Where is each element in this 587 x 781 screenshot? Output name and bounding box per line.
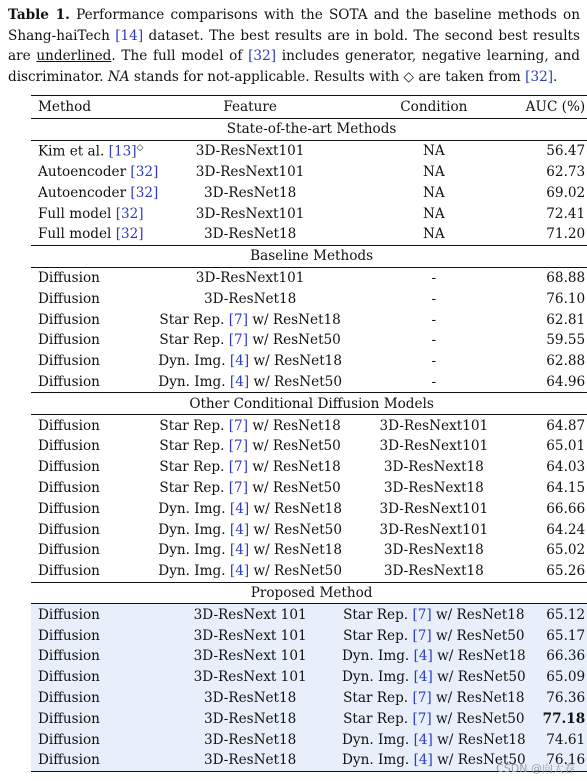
condition-cell: NA [422, 226, 445, 243]
condition-cell: 3D-ResNext18 [383, 542, 484, 559]
method-cell: Diffusion [31, 708, 158, 729]
citation-link[interactable]: [7] [412, 606, 432, 623]
method-cell: Diffusion [31, 646, 158, 667]
section-header-row [31, 119, 587, 141]
section-title: Proposed Method [250, 584, 373, 601]
method-cell: Diffusion [38, 542, 100, 559]
feature-cell: 3D-ResNet18 [203, 184, 297, 201]
citation-link[interactable]: [13] [108, 143, 137, 160]
cell-text: w/ ResNet50 [249, 373, 342, 390]
condition-cell: NA [422, 163, 445, 180]
method-cell: Diffusion [31, 688, 158, 709]
method-cell: Diffusion [31, 667, 158, 688]
cell-text: Dyn. Img. [158, 563, 230, 580]
method-cell: Diffusion [31, 729, 158, 750]
condition-cell [342, 667, 526, 688]
citation-link[interactable]: [32] [115, 226, 144, 243]
caption-text-2: dataset. The best results are in bold. The second best results are [8, 27, 580, 64]
citation-link[interactable]: [4] [229, 563, 250, 580]
citation-link[interactable]: [4] [229, 500, 250, 517]
condition-cell: - [431, 290, 437, 307]
auc-cell: 62.88 [546, 353, 586, 370]
table-row [31, 330, 587, 351]
citation-link[interactable]: [4] [413, 752, 433, 769]
cell-text: w/ ResNet50 [248, 438, 341, 455]
auc-cell: 69.02 [546, 184, 586, 201]
cell-text: Star Rep. [159, 459, 229, 476]
feature-cell: 3D-ResNet18 [203, 226, 297, 243]
feature-cell: 3D-ResNet18 [158, 729, 342, 750]
feature-cell [158, 561, 342, 582]
condition-cell: NA [422, 184, 445, 201]
condition-cell: NA [422, 143, 445, 160]
table-row [31, 436, 587, 457]
citation-link[interactable]: [7] [228, 438, 249, 455]
auc-cell: 65.01 [546, 438, 586, 455]
condition-cell: 3D-ResNext101 [379, 500, 489, 517]
cell-text: w/ ResNet50 [431, 710, 525, 727]
table-row [31, 415, 587, 436]
auc-cell: 59.55 [546, 332, 586, 349]
condition-cell: - [431, 353, 437, 370]
citation-link[interactable]: [7] [412, 710, 432, 727]
method-cell: Diffusion [38, 353, 100, 370]
table-row [31, 457, 587, 478]
table-row [31, 203, 587, 224]
citation-link[interactable]: [32] [248, 48, 277, 64]
method-cell [31, 162, 158, 183]
feature-cell: 3D-ResNext 101 [158, 646, 342, 667]
table-row [31, 667, 587, 688]
source-marker: ◇ [136, 142, 144, 153]
citation-link[interactable]: [32] [130, 184, 159, 201]
feature-cell: 3D-ResNext101 [195, 163, 305, 180]
cell-text: w/ ResNet50 [249, 521, 342, 538]
section-header-row [31, 582, 587, 604]
citation-link[interactable]: [32] [525, 68, 554, 85]
condition-cell: 3D-ResNext18 [383, 459, 484, 476]
table-row [31, 646, 587, 667]
cell-text: w/ ResNet50 [432, 669, 526, 686]
table-row [31, 519, 587, 540]
auc-cell: 76.16 [526, 750, 587, 771]
auc-cell: 64.24 [546, 521, 586, 538]
method-cell [31, 182, 158, 203]
cell-text: Full model [38, 205, 116, 222]
citation-link[interactable]: [14] [115, 27, 144, 44]
condition-cell: - [431, 373, 437, 390]
caption-text-5: stands for not-applicable. Results with ◇ are taken from [129, 68, 526, 85]
citation-link[interactable]: [4] [229, 542, 250, 559]
cell-text: w/ ResNet18 [248, 459, 341, 476]
table-row [31, 224, 587, 245]
condition-cell [342, 604, 526, 625]
auc-cell: 71.20 [546, 226, 586, 243]
method-cell: Diffusion [38, 479, 100, 496]
auc-cell: 65.26 [546, 563, 586, 580]
auc-cell: 56.47 [546, 143, 586, 160]
citation-link[interactable]: [4] [413, 648, 433, 665]
section-header-row [31, 393, 587, 415]
method-cell: Diffusion [31, 625, 158, 646]
cell-text: w/ ResNet18 [431, 689, 525, 706]
feature-cell: 3D-ResNext101 [195, 269, 305, 286]
table-row [31, 288, 587, 309]
citation-link[interactable]: [32] [130, 163, 159, 180]
cell-text: w/ ResNet18 [432, 648, 526, 665]
feature-cell: 3D-ResNet18 [158, 708, 342, 729]
cell-text: w/ ResNet50 [249, 563, 342, 580]
cell-text: w/ ResNet50 [432, 752, 526, 769]
header-row [31, 96, 587, 119]
table-row [31, 182, 587, 203]
feature-cell [158, 519, 342, 540]
table-row [31, 540, 587, 561]
table-row [31, 372, 587, 393]
condition-cell: 3D-ResNext101 [379, 521, 489, 538]
feature-cell: 3D-ResNet18 [158, 750, 342, 771]
section-header-row [31, 245, 587, 267]
auc-cell-best: 77.18 [526, 708, 587, 729]
method-cell: Diffusion [38, 269, 100, 286]
results-table [31, 95, 587, 772]
caption-text-4: includes generator, negative learning, and discriminator. [8, 48, 580, 85]
table-row [31, 729, 587, 750]
condition-cell: 3D-ResNext101 [379, 438, 489, 455]
feature-cell [158, 309, 342, 330]
table-row [31, 688, 587, 709]
table-row [31, 498, 587, 519]
section-title: Baseline Methods [250, 248, 374, 265]
condition-cell [342, 708, 526, 729]
feature-cell: 3D-ResNext101 [195, 205, 305, 222]
auc-cell: 76.10 [546, 290, 586, 307]
cell-text: w/ ResNet18 [431, 606, 525, 623]
auc-cell: 64.03 [546, 459, 586, 476]
feature-cell [158, 498, 342, 519]
caption-na: NA [107, 68, 130, 85]
cell-text: w/ ResNet50 [248, 479, 341, 496]
auc-cell: 68.88 [546, 269, 586, 286]
cell-text: Star Rep. [159, 438, 229, 455]
caption-label: Table 1. [8, 7, 70, 23]
cell-text: Kim et al. [38, 143, 109, 160]
cell-text: w/ ResNet18 [432, 731, 526, 748]
auc-cell: 72.41 [546, 205, 586, 222]
citation-link[interactable]: [32] [115, 205, 144, 222]
cell-text: Dyn. Img. [341, 731, 414, 748]
auc-cell: 74.61 [526, 729, 587, 750]
auc-cell: 76.36 [526, 688, 587, 709]
citation-link[interactable]: [4] [229, 521, 250, 538]
cell-text: Dyn. Img. [158, 373, 230, 390]
method-cell: Diffusion [38, 563, 100, 580]
feature-cell [158, 540, 342, 561]
method-cell: Diffusion [38, 373, 100, 390]
cell-text: Dyn. Img. [341, 669, 414, 686]
citation-link[interactable]: [7] [412, 689, 432, 706]
condition-cell: 3D-ResNext101 [379, 417, 489, 434]
header-method: Method [38, 99, 92, 115]
method-cell [31, 140, 158, 161]
cell-text: w/ ResNet50 [248, 332, 341, 349]
header-feature: Feature [223, 99, 277, 115]
citation-link[interactable]: [7] [228, 332, 249, 349]
auc-cell: 65.02 [546, 542, 586, 559]
auc-cell: 64.96 [546, 373, 586, 390]
condition-cell [342, 646, 526, 667]
feature-cell [158, 436, 342, 457]
cell-text: Dyn. Img. [158, 353, 230, 370]
condition-cell: NA [422, 205, 445, 222]
feature-cell [158, 457, 342, 478]
feature-cell [158, 478, 342, 499]
method-cell: Diffusion [38, 438, 100, 455]
cell-text: Star Rep. [343, 710, 413, 727]
citation-link[interactable]: [7] [412, 627, 432, 644]
cell-text: w/ ResNet18 [248, 311, 341, 328]
auc-cell: 64.87 [546, 417, 586, 434]
cell-text: Autoencoder [38, 184, 131, 201]
auc-cell: 66.36 [526, 646, 587, 667]
citation-link[interactable]: [4] [413, 669, 433, 686]
condition-cell [342, 625, 526, 646]
condition-cell: - [431, 311, 437, 328]
feature-cell [158, 372, 342, 393]
table-row [31, 267, 587, 288]
method-cell: Diffusion [38, 459, 100, 476]
method-cell: Diffusion [38, 417, 100, 434]
cell-text: Star Rep. [159, 311, 229, 328]
method-cell: Diffusion [38, 521, 100, 538]
cell-text: Star Rep. [159, 417, 229, 434]
feature-cell: 3D-ResNext 101 [158, 604, 342, 625]
auc-cell: 62.73 [546, 163, 586, 180]
caption-underlined: underlined [36, 48, 112, 64]
header-auc: AUC (%) [525, 99, 586, 115]
feature-cell [158, 415, 342, 436]
cell-text: w/ ResNet18 [249, 500, 342, 517]
citation-link[interactable]: [7] [228, 479, 249, 496]
method-cell: Diffusion [38, 332, 100, 349]
table-row [31, 708, 587, 729]
cell-text: Dyn. Img. [341, 648, 414, 665]
cell-text: Star Rep. [343, 627, 413, 644]
citation-link[interactable]: [4] [413, 731, 433, 748]
auc-cell: 64.15 [546, 479, 586, 496]
method-cell [31, 224, 158, 245]
condition-cell: 3D-ResNext18 [383, 563, 484, 580]
cell-text: Dyn. Img. [158, 521, 230, 538]
method-cell: Diffusion [38, 311, 100, 328]
method-cell: Diffusion [38, 290, 100, 307]
table-row [31, 140, 587, 161]
cell-text: w/ ResNet18 [249, 353, 342, 370]
table-row [31, 309, 587, 330]
watermark: CSDN @向大春 [496, 762, 575, 775]
cell-text: Star Rep. [343, 606, 413, 623]
feature-cell: 3D-ResNext 101 [158, 625, 342, 646]
cell-text: Dyn. Img. [341, 752, 414, 769]
method-cell: Diffusion [38, 500, 100, 517]
condition-cell [342, 729, 526, 750]
table-row [31, 561, 587, 582]
auc-cell: 62.81 [546, 311, 586, 328]
cell-text: Star Rep. [343, 689, 413, 706]
feature-cell: 3D-ResNext 101 [158, 667, 342, 688]
cell-text: Full model [38, 226, 116, 243]
cell-text: Autoencoder [38, 163, 131, 180]
condition-cell: - [431, 269, 437, 286]
cell-text: w/ ResNet50 [431, 627, 525, 644]
table-row [31, 625, 587, 646]
caption-text-3: . The full model of [111, 48, 249, 64]
auc-cell: 66.66 [546, 500, 586, 517]
citation-link[interactable]: [7] [228, 417, 249, 434]
cell-text: Dyn. Img. [158, 500, 230, 517]
caption-text-6: . [553, 68, 558, 85]
cell-text: w/ ResNet18 [249, 542, 342, 559]
table-row [31, 351, 587, 372]
table-row [31, 162, 587, 183]
table-body [31, 119, 587, 772]
feature-cell: 3D-ResNet18 [203, 290, 297, 307]
caption-text-1: Performance comparisons with the SOTA and the baseline methods on Shang-haiTech [8, 7, 580, 44]
condition-cell [342, 688, 526, 709]
cell-text: Dyn. Img. [158, 542, 230, 559]
section-title: State-of-the-art Methods [226, 121, 397, 138]
method-cell [31, 203, 158, 224]
feature-cell: 3D-ResNet18 [158, 688, 342, 709]
table-caption [8, 5, 580, 87]
citation-link[interactable]: [7] [228, 311, 249, 328]
citation-link[interactable]: [4] [229, 373, 250, 390]
cell-text: w/ ResNet18 [248, 417, 341, 434]
method-cell: Diffusion [31, 750, 158, 771]
auc-cell: 65.09 [526, 667, 587, 688]
cell-text: Star Rep. [159, 479, 229, 496]
method-cell: Diffusion [31, 604, 158, 625]
condition-cell: 3D-ResNext18 [383, 479, 484, 496]
table-row [31, 478, 587, 499]
header-condition: Condition [400, 99, 468, 115]
auc-cell: 65.17 [526, 625, 587, 646]
condition-cell: - [431, 332, 437, 349]
table-row [31, 604, 587, 625]
citation-link[interactable]: [4] [229, 353, 250, 370]
feature-cell [158, 351, 342, 372]
feature-cell: 3D-ResNext101 [195, 143, 305, 160]
feature-cell [158, 330, 342, 351]
auc-cell: 65.12 [526, 604, 587, 625]
citation-link[interactable]: [7] [228, 459, 249, 476]
section-title: Other Conditional Diffusion Models [189, 395, 434, 412]
cell-text: Star Rep. [159, 332, 229, 349]
